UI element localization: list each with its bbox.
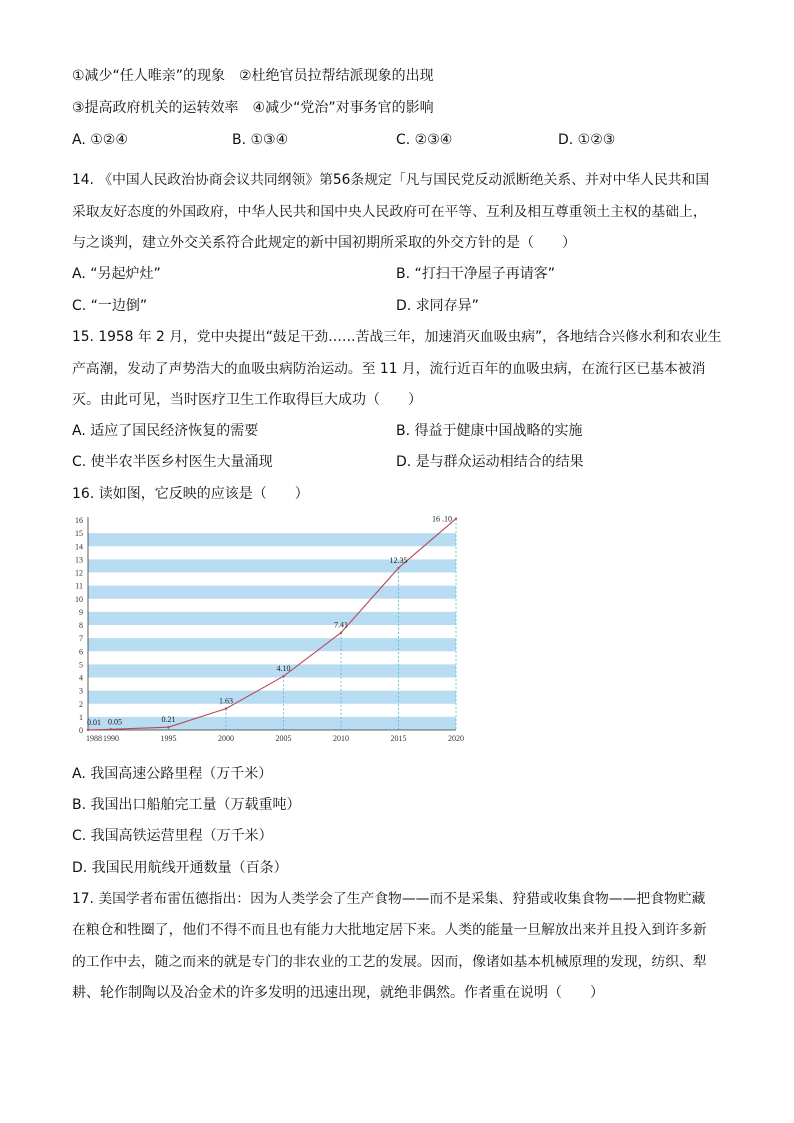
chart-x-ticks xyxy=(86,734,464,743)
q14-stem-line3: 与之谈判，建立外交关系符合此规定的新中国初期所采取的外交方针的是（ ） xyxy=(72,235,576,251)
q15-choice-b[interactable]: B. 得益于健康中国战略的实施 xyxy=(396,423,583,439)
chart-band-10 xyxy=(88,586,456,599)
chart-data-label: 1.63 xyxy=(219,696,233,706)
q14-stem-line2: 采取友好态度的外国政府，中华人民共和国中央人民政府可在平等、互利及相互尊重领土主权的基础上， xyxy=(72,204,707,220)
q17-stem-line3: 的工作中去，随之而来的就是专门的非农业的工艺的发展。因而，像诸如基本机械原理的发现，纺织、犁 xyxy=(72,954,707,970)
chart-y-tick-label: 11 xyxy=(75,581,83,591)
chart-x-tick-label: 1995 xyxy=(160,734,177,743)
chart-y-tick-label: 8 xyxy=(79,621,83,630)
q15-choice-a[interactable]: A. 适应了国民经济恢复的需要 xyxy=(72,423,259,439)
chart-y-tick-label: 0 xyxy=(79,726,83,735)
chart-data-label: 0.21 xyxy=(161,715,176,725)
chart-data-label: 16 .10 xyxy=(432,514,452,524)
chart-y-tick-label: 13 xyxy=(75,555,83,565)
q16-stem: 16. 读如图，它反映的应该是（ ） xyxy=(72,486,309,502)
chart-y-tick-label: 7 xyxy=(79,634,83,644)
chart-x-tick-label: 2005 xyxy=(275,734,292,743)
q17-stem-line4: 耕、轮作制陶以及冶金术的许多发明的迅速出现，就绝非偶然。作者重在说明（ ） xyxy=(72,985,604,1001)
q13-options-line2: ③提高政府机关的运转效率 ④减少“党治”对事务官的影响 xyxy=(72,100,434,116)
chart-y-tick-label: 10 xyxy=(75,594,83,604)
chart-point xyxy=(282,675,284,677)
chart-data-label: 0.05 xyxy=(108,717,122,727)
chart-band-8 xyxy=(88,612,456,625)
q15-stem-line2: 产高潮，发动了声势浩大的血吸虫病防治运动。至 11 月，流行近百年的血吸虫病，在流行区已基本被消 xyxy=(72,361,706,377)
q14-choice-d[interactable]: D. 求同存异” xyxy=(396,298,479,314)
q16-choice-d[interactable]: D. 我国民用航线开通数量（百条） xyxy=(72,860,288,876)
chart-point xyxy=(167,726,169,728)
chart-band-2 xyxy=(88,691,456,704)
chart-data-label: 4.10 xyxy=(276,664,291,674)
chart-point xyxy=(340,632,342,634)
q16-choice-c[interactable]: C. 我国高铁运营里程（万千米） xyxy=(72,828,273,844)
chart-x-tick-label: 2000 xyxy=(218,734,234,743)
q17-stem-line1: 17. 美国学者布雷伍德指出：因为人类学会了生产食物——而不是采集、狩猎或收集食物——把食物贮藏 xyxy=(72,891,706,907)
chart-point xyxy=(455,517,457,519)
q15-choice-d[interactable]: D. 是与群众运动相结合的结果 xyxy=(396,454,584,470)
chart-band-14 xyxy=(88,533,456,546)
chart-band-4 xyxy=(88,664,456,677)
chart-x-tick-label: 1990 xyxy=(103,734,119,743)
chart-x-tick-label: 1988 xyxy=(86,734,102,743)
q13-options-line1: ①减少“任人唯亲”的现象 ②杜绝官员拉帮结派现象的出现 xyxy=(72,68,434,84)
chart-point xyxy=(87,729,89,731)
chart-point xyxy=(397,567,399,569)
q14-choice-b[interactable]: B. “打扫干净屋子再请客” xyxy=(396,266,556,282)
q13-choice-a[interactable]: A. ①②④ xyxy=(72,132,128,148)
chart-band-6 xyxy=(88,638,456,651)
q13-choice-d[interactable]: D. ①②③ xyxy=(558,132,616,148)
chart-y-tick-label: 5 xyxy=(79,660,83,670)
chart-y-tick-label: 14 xyxy=(75,542,83,552)
q14-choice-c[interactable]: C. “一边倒” xyxy=(72,298,148,314)
chart-y-tick-label: 4 xyxy=(79,673,83,683)
chart-point xyxy=(225,707,227,709)
chart-y-tick-label: 9 xyxy=(79,607,83,617)
q15-stem-line1: 15. 1958 年 2 月，党中央提出“鼓足干劲……苦战三年，加速消灭血吸虫病”，各地结合兴修水利和农业生 xyxy=(72,329,722,345)
chart-y-tick-label: 6 xyxy=(79,647,83,657)
chart-y-tick-label: 15 xyxy=(75,529,83,539)
q13-choice-c[interactable]: C. ②③④ xyxy=(396,132,453,148)
chart-y-ticks xyxy=(75,516,83,735)
chart-data-label: 0.01 xyxy=(87,717,101,727)
chart-y-tick-label: 12 xyxy=(75,568,83,578)
q14-choice-a[interactable]: A. “另起炉灶” xyxy=(72,266,161,282)
chart-x-tick-label: 2010 xyxy=(333,734,349,743)
q16-choice-b[interactable]: B. 我国出口船舶完工量（万载重吨） xyxy=(72,797,301,813)
chart-y-tick-label: 1 xyxy=(79,712,83,722)
chart-x-tick-label: 2020 xyxy=(448,734,464,743)
chart-x-tick-label: 2015 xyxy=(390,734,407,743)
q13-choice-b[interactable]: B. ①③④ xyxy=(232,132,289,148)
chart-point xyxy=(110,728,112,730)
q14-stem-line1: 14. 《中国人民政治协商会议共同纲领》第56条规定「凡与国民党反动派断绝关系、并对中华人民共和国 xyxy=(72,172,710,188)
chart-y-tick-label: 3 xyxy=(79,686,83,696)
chart-data-label: 12.35 xyxy=(389,555,408,565)
chart-y-tick-label: 2 xyxy=(79,699,83,709)
q16-line-chart xyxy=(72,511,462,751)
q15-stem-line3: 灭。由此可见，当时医疗卫生工作取得巨大成功（ ） xyxy=(72,392,422,408)
chart-data-label: 7.41 xyxy=(334,620,348,630)
q16-choice-a[interactable]: A. 我国高速公路里程（万千米） xyxy=(72,766,273,782)
q15-choice-c[interactable]: C. 使半农半医乡村医生大量涌现 xyxy=(72,454,273,470)
chart-y-tick-label: 16 xyxy=(75,516,83,525)
q17-stem-line2: 在粮仓和牲圈了，他们不得不而且也有能力大批地定居下来。人类的能量一旦解放出来并且投入到许多新 xyxy=(72,922,707,938)
